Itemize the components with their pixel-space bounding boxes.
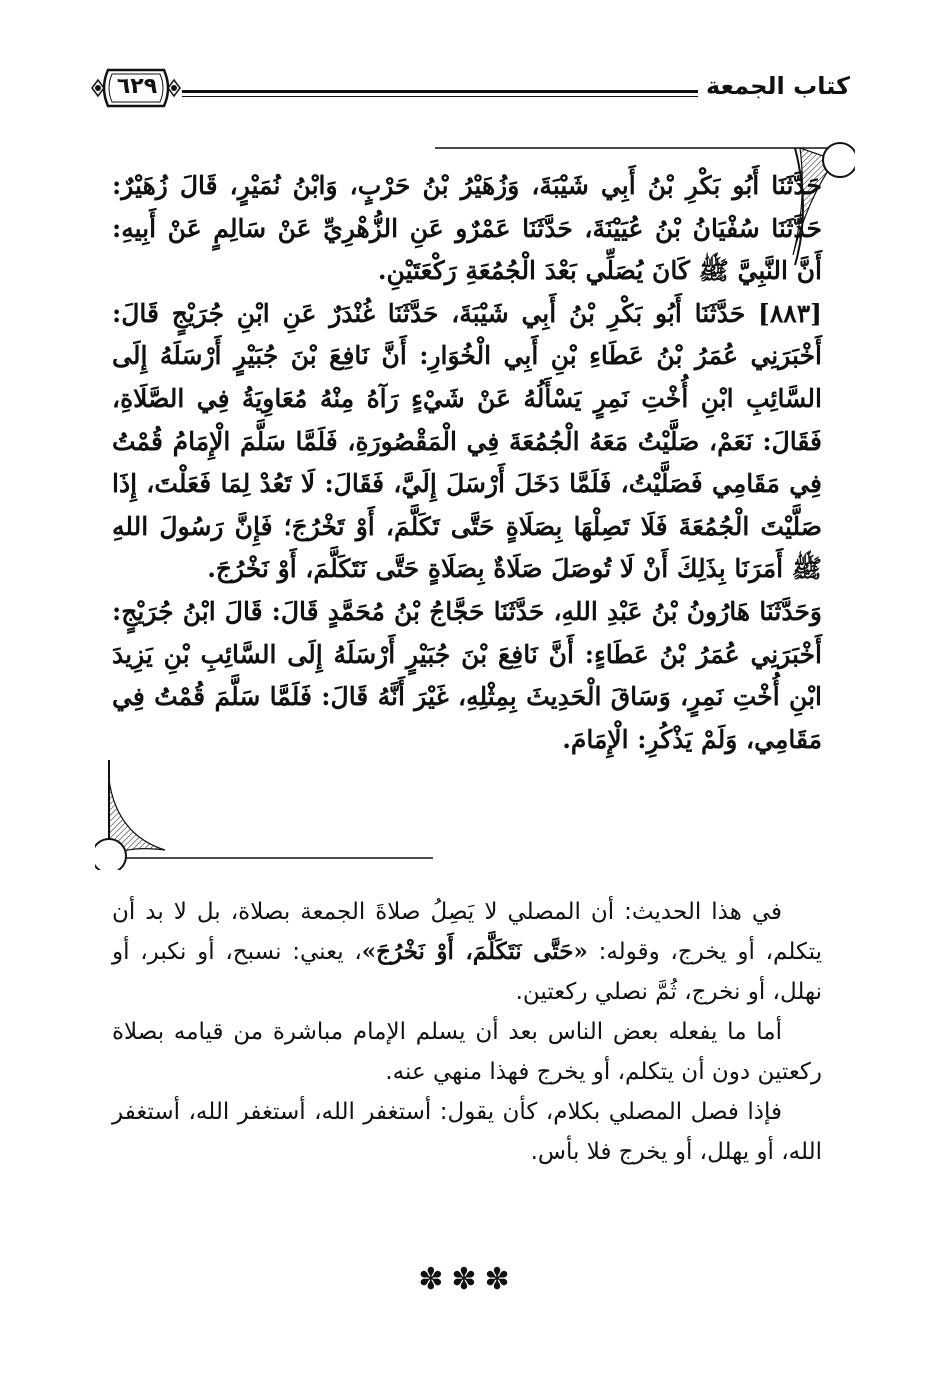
commentary bbox=[112, 892, 822, 1172]
commentary-paragraph: أما ما يفعله بعض الناس بعد أن يسلم الإمام مباشرة من قيامه بصلاة ركعتين دون أن يتكلم، أو يخرج فهذا منهي عنه. bbox=[112, 1019, 822, 1085]
commentary-paragraph: فإذا فصل المصلي بكلام، كأن يقول: أستغفر الله، أستغفر الله، أستغفر الله، أو يهلل، أو يخرج فلا بأس. bbox=[112, 1099, 822, 1165]
hadith-quote: «حَتَّى نَتَكَلَّمَ، أَوْ نَخْرُجَ» bbox=[361, 938, 588, 965]
commentary-text: ، يعني: نسبح، أو نكبر، أو نهلل، أو نخرج، ثُمَّ نصلي ركعتين. bbox=[112, 939, 822, 1005]
header-rule bbox=[182, 90, 698, 97]
commentary-text: في هذا الحديث: أن المصلي لا يَصِلُ صلاةَ الجمعة بصلاة، بل لا بد أن يتكلم، أو يخرج، وقوله: bbox=[112, 899, 822, 965]
hadith-paragraph: حَدَّثَنَا أَبُو بَكْرِ بْنُ أَبِي شَيْبَةَ، وَزُهَيْرُ بْنُ حَرْبٍ، وَابْنُ نُمَيْرٍ، قَالَ زُهَيْرٌ: حَدَّثَنَا سُفْيَانُ بْنُ عُيَيْنَةَ، حَدَّثَنَا عَمْرٌو عَنِ الزُّهْرِيِّ عَنْ سَالِمٍ عَنْ أَبِيهِ: أَنَّ النَّبِيَّ ﷺ كَانَ يُصَلِّي بَعْدَ الْجُمُعَةِ رَكْعَتَيْنِ. bbox=[112, 171, 822, 286]
corner-ornament-bottom-left-icon bbox=[95, 780, 165, 870]
hadith-paragraph: وَحَدَّثَنَا هَارُونُ بْنُ عَبْدِ اللهِ، حَدَّثَنَا حَجَّاجُ بْنُ مُحَمَّدٍ قَالَ: قَالَ ابْنُ جُرَيْجٍ: أَخْبَرَنِي عُمَرُ بْنُ عَطَاءٍ: أَنَّ نَافِعَ بْنَ جُبَيْرٍ أَرْسَلَهُ إِلَى السَّائِبِ بْنِ يَزِيدَ ابْنِ أُخْتِ نَمِرٍ، وَسَاقَ الْحَدِيثَ بِمِثْلِهِ، غَيْرَ أَنَّهُ قَالَ: فَلَمَّا سَلَّمَ قُمْتُ فِي مَقَامِي، وَلَمْ يَذْكُرِ: الْإِمَامَ. bbox=[112, 596, 822, 754]
page-number-badge bbox=[90, 66, 182, 110]
section-divider-icon: ✽✽✽ bbox=[418, 1262, 518, 1297]
hadith-text bbox=[112, 165, 822, 761]
page-header bbox=[90, 62, 850, 122]
hadith-paragraph: [٨٨٣] حَدَّثَنَا أَبُو بَكْرِ بْنُ أَبِي شَيْبَةَ، حَدَّثَنَا غُنْدَرٌ عَنِ ابْنِ جُرَيْجٍ قَالَ: أَخْبَرَنِي عُمَرُ بْنُ عَطَاءِ بْنِ أَبِي الْخُوَارِ: أَنَّ نَافِعَ بْنَ جُبَيْرٍ أَرْسَلَهُ إِلَى السَّائِبِ ابْنِ أُخْتِ نَمِرٍ يَسْأَلُهُ عَنْ شَيْءٍ رَآهُ مِنْهُ مُعَاوِيَةُ فِي الصَّلَاةِ، فَقَالَ: نَعَمْ، صَلَّيْتُ مَعَهُ الْجُمُعَةَ فِي الْمَقْصُورَةِ، فَلَمَّا سَلَّمَ الْإِمَامُ قُمْتُ فِي مَقَامِي فَصَلَّيْتُ، فَلَمَّا دَخَلَ أَرْسَلَ إِلَيَّ، فَقَالَ: لَا تَعُدْ لِمَا فَعَلْتَ، إِذَا صَلَّيْتَ الْجُمُعَةَ فَلَا تَصِلْهَا بِصَلَاةٍ حَتَّى تَكَلَّمَ، أَوْ تَخْرُجَ؛ فَإِنَّ رَسُولَ اللهِ ﷺ أَمَرَنَا بِذَلِكَ أَنْ لَا تُوصَلَ صَلَاةٌ بِصَلَاةٍ حَتَّى نَتَكَلَّمَ، أَوْ نَخْرُجَ. bbox=[112, 298, 822, 584]
book-title: كتاب الجمعة bbox=[706, 72, 850, 100]
page-number: ٦٢٩ bbox=[116, 74, 158, 99]
commentary-paragraph bbox=[112, 892, 822, 1012]
